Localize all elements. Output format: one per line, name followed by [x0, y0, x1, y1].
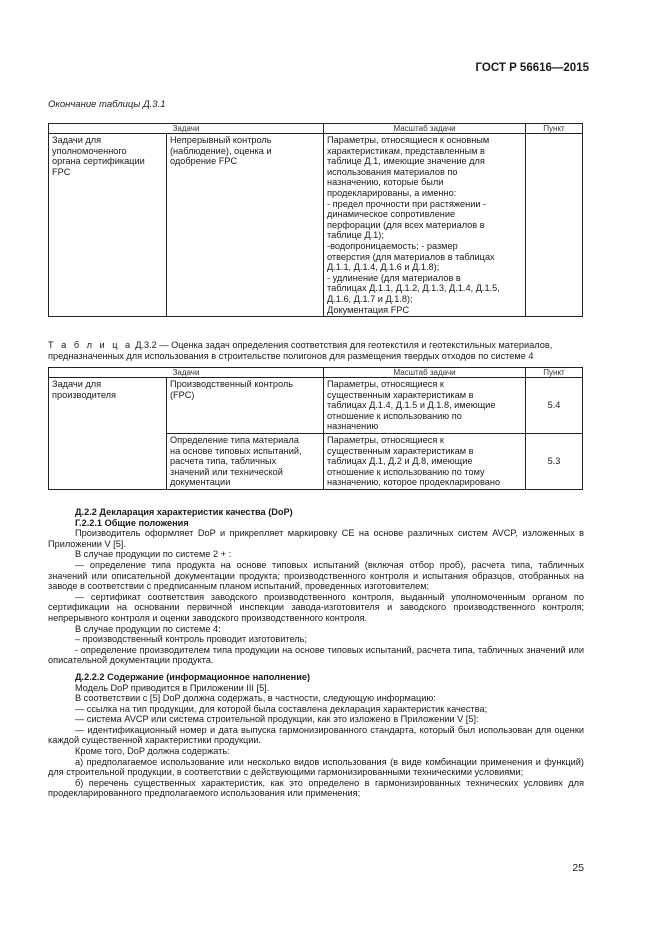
list-item: - определение производителем типа продукции на основе типовых испытаний, расчета типа, табличных значений или описательной документации продукта.: [48, 644, 584, 666]
cell-party: Задачи для производителя: [49, 378, 167, 490]
table-d32: [48, 367, 583, 490]
cell-clause: 5.3: [526, 433, 583, 489]
caption-text: Д.3.2 — Оценка задач определения соответствия для геотекстиля и геотекстильных материалов, предназначенных для использования в строительстве полигонов для размещения твердых отходов по системе 4: [48, 340, 553, 361]
paragraph: Производитель оформляет DoP и прикрепляет маркировку СЕ на основе различных систем AVCP, изложенных в Приложении V [5].: [48, 528, 584, 549]
column-header-scope: Масштаб задачи: [324, 124, 526, 134]
cell-scope: Параметры, относящиеся к существенным характеристикам в таблицах Д.1, Д.2 и Д.8, имеющие отношение к использованию по тому назначению, которое продекларировано: [324, 433, 526, 489]
cell-clause: [526, 134, 583, 317]
subsection-heading-general: Г.2.2.1 Общие положения: [75, 517, 189, 528]
cell-task: Непрерывный контроль (наблюдение), оценка и одобрение FPC: [167, 134, 324, 317]
table-header-row: [49, 368, 583, 378]
cell-clause: 5.4: [526, 378, 583, 434]
paragraph: Кроме того, DoP должна содержать:: [75, 746, 230, 757]
cell-scope: Параметры, относящиеся к существенным характеристикам в таблицах Д.1.4, Д.1.5 и Д.1.8, имеющие отношение к использованию по назначению: [324, 378, 526, 434]
column-header-clause: Пункт: [526, 368, 583, 378]
paragraph: В случае продукции по системе 4:: [75, 623, 221, 634]
paragraph: В случае продукции по системе 2 + :: [75, 549, 232, 560]
table-row: [49, 378, 583, 434]
list-item: — идентификационный номер и дата выпуска гармонизированного стандарта, который был использован для оценки каждой существенной характеристики продукции.: [48, 724, 584, 746]
list-item: б) перечень существенных характеристик, как это определено в гармонизированных технических условиях для продекларированного предполагаемого использования или применения;: [48, 777, 584, 799]
section-heading-content: Д.2.2.2 Содержание (информационное наполнение): [75, 671, 311, 682]
standard-designation: ГОСТ Р 56616—2015: [475, 62, 589, 74]
table-row: [49, 134, 583, 317]
paragraph: В соответствии с [5] DoP должна содержать, в частности, следующую информацию:: [75, 693, 436, 704]
list-item: — определение типа продукта на основе типовых испытаний (включая отбор проб), расчета типа, табличных значений или описательной документации продукта; производственного контроля и испытания образцов, отобранных на заводе в соответствии с предписанным планом испытаний, проведенных изготовителем;: [48, 559, 584, 592]
table-d32-caption: [48, 340, 588, 361]
list-item: а) предполагаемое использование или несколько видов использования (в виде комбинации применения и функций) для строительной продукции, в соответствии с действующими гармонизированными техническими условиями;: [48, 756, 584, 778]
list-item: — ссылка на тип продукции, для которой была составлена декларация характеристик качества;: [75, 703, 488, 714]
table-continuation-label: Окончание таблицы Д.3.1: [48, 99, 166, 110]
caption-lead: Т а б л и ц а: [48, 340, 133, 350]
column-header-scope: Масштаб задачи: [324, 368, 526, 378]
cell-task: Производственный контроль (FPC): [167, 378, 324, 434]
column-header-clause: Пункт: [526, 124, 583, 134]
page-number: 25: [572, 862, 584, 874]
table-d31: [48, 123, 583, 317]
cell-party: Задачи для уполномоченного органа сертификации FPC: [49, 134, 167, 317]
column-header-tasks: Задачи: [49, 124, 324, 134]
section-heading-dop: Д.2.2 Декларация характеристик качества (DoP): [75, 507, 293, 517]
cell-task: Определение типа материала на основе типовых испытаний, расчета типа, табличных значений или технической документации: [167, 433, 324, 489]
list-item: – производственный контроль проводит изготовитель;: [75, 634, 307, 645]
paragraph: Модель DoP приводится в Приложении III [5].: [75, 682, 270, 693]
list-item: — система AVCP или система строительной продукции, как это изложено в Приложении V [5]:: [75, 714, 479, 725]
column-header-tasks: Задачи: [49, 368, 324, 378]
cell-scope: Параметры, относящиеся к основным характеристикам, представленным в таблице Д.1, имеющие значение для использования материалов по назначению, которые были продекларированы, а именно: - предел прочности при растяжении - динамическое сопротивление перфорации (для всех материалов в таблице Д.1); -водопроницаемость; - размер отверстия (для материалов в таблицах Д.1.1, Д.1.4, Д.1.6 и Д.1.8); - удлинение (для материалов в таблицах Д.1.1, Д.1.2, Д.1.3, Д.1.4, Д.1.5, Д.1.6, Д.1.7 и Д.1.8); Документация FPC: [324, 134, 526, 317]
table-header-row: [49, 124, 583, 134]
body-text: [48, 507, 584, 799]
list-item: — сертификат соответствия заводского производственного контроля, выданный уполномоченным органом по сертификации на основании первичной инспекции завода-изготовителя и заводского производственного контроля; непрерывного контроля и оценки заводского производственного контроля.: [48, 591, 584, 623]
